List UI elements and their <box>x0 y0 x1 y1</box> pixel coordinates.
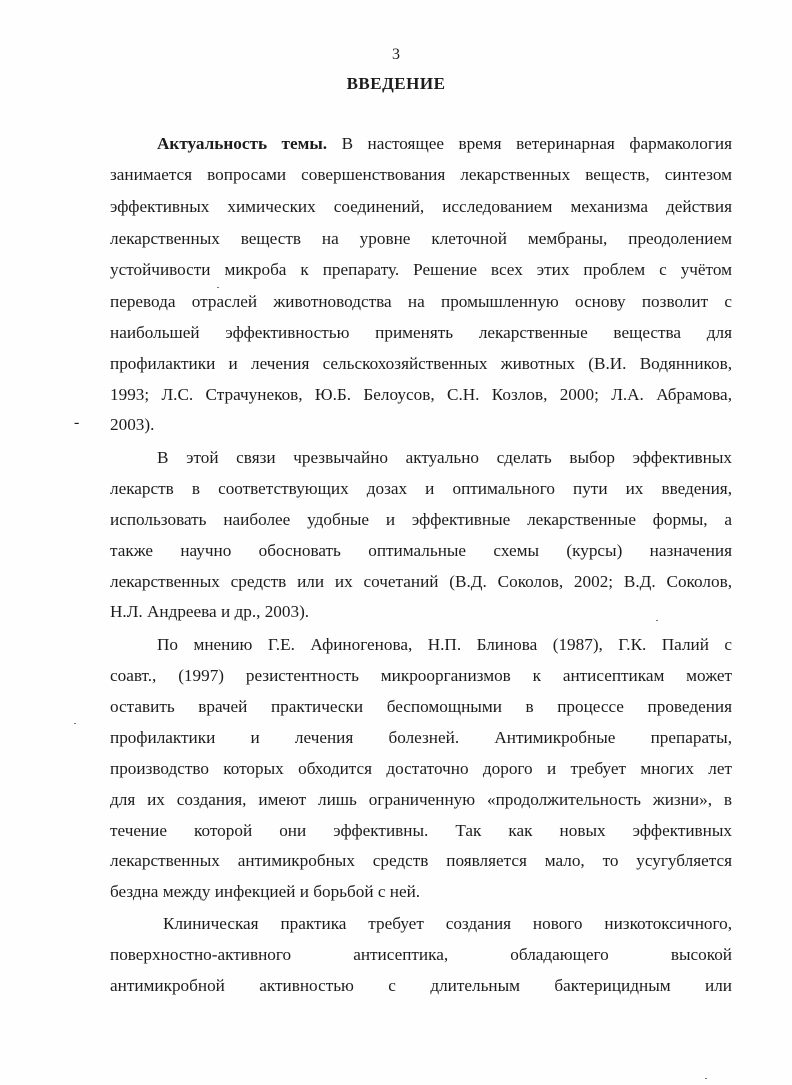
text-line: течение которой они эффективны. Так как новых эффективных <box>110 821 732 840</box>
text-line: перевода отраслей животноводства на промышленную основу позволит с <box>110 292 732 311</box>
text-line: поверхностно-активного антисептика, обладающего высокой <box>110 945 732 964</box>
text-line: 1993; Л.С. Страчунеков, Ю.Б. Белоусов, С.Н. Козлов, 2000; Л.А. Абрамова, <box>110 385 732 404</box>
text-line: Актуальность темы. В настоящее время ветеринарная фармакология <box>157 134 732 153</box>
text-line: производство которых обходится достаточно дорого и требует многих лет <box>110 759 732 778</box>
text-line: занимается вопросами совершенствования лекарственных веществ, синтезом <box>110 165 732 184</box>
text-line: использовать наиболее удобные и эффективные лекарственные формы, а <box>110 510 732 529</box>
relevance-lead: Актуальность темы. <box>157 134 328 153</box>
text-line: лекарственных средств или их сочетаний (В.Д. Соколов, 2002; В.Д. Соколов, <box>110 572 732 591</box>
text-line: 2003). <box>110 415 155 434</box>
text-line: бездна между инфекцией и борьбой с ней. <box>110 882 421 901</box>
text-line: антимикробной активностью с длительным бактерицидным или <box>110 976 732 995</box>
text-line: соавт., (1997) резистентность микроорганизмов к антисептикам может <box>110 666 732 685</box>
text-line: также научно обосновать оптимальные схемы (курсы) назначения <box>110 541 732 560</box>
text-line: Н.Л. Андреева и др., 2003). <box>110 602 310 621</box>
scan-speck <box>656 620 658 621</box>
margin-mark: - <box>74 414 80 431</box>
text-line: лекарств в соответствующих дозах и оптимального пути их введения, <box>110 479 732 498</box>
text-line: наибольшей эффективностью применять лекарственные вещества для <box>110 323 732 342</box>
text-line: В этой связи чрезвычайно актуально сделать выбор эффективных <box>157 448 732 467</box>
text-line: профилактики и лечения сельскохозяйственных животных (В.И. Водянников, <box>110 354 732 373</box>
text-line: лекарственных веществ на уровне клеточной мембраны, преодолением <box>110 229 732 248</box>
text-line: По мнению Г.Е. Афиногенова, Н.П. Блинова (1987), Г.К. Палий с <box>157 635 732 654</box>
text-line: для их создания, имеют лишь ограниченную «продолжительность жизни», в <box>110 790 732 809</box>
text-line: оставить врачей практически беспомощными в процессе проведения <box>110 697 732 716</box>
scan-speck <box>705 1078 707 1079</box>
scan-speck <box>217 287 219 288</box>
text-line: Клиническая практика требует создания нового низкотоксичного, <box>163 914 732 933</box>
text-line: лекарственных антимикробных средств появляется мало, то усугубляется <box>110 851 732 870</box>
text-line: эффективных химических соединений, исследованием механизма действия <box>110 197 732 216</box>
text-line: устойчивости микроба к препарату. Решение всех этих проблем с учётом <box>110 260 732 279</box>
scan-speck <box>74 723 76 724</box>
page-heading: ВВЕДЕНИЕ <box>346 74 446 93</box>
text-line: профилактики и лечения болезней. Антимикробные препараты, <box>110 728 732 747</box>
page-number: 3 <box>392 46 400 63</box>
